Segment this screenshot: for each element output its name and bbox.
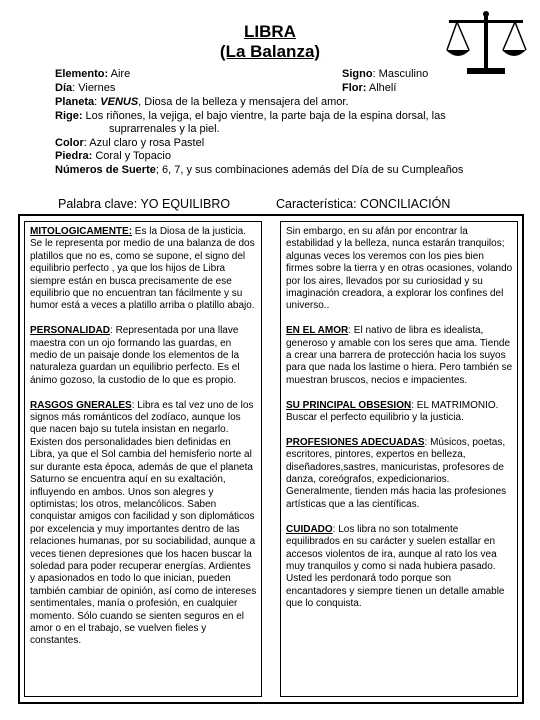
flor-label: Flor: [342, 82, 367, 94]
sign-info [55, 68, 525, 177]
right-column [280, 221, 518, 697]
personalidad-paragraph [30, 325, 257, 387]
piedra-line [55, 150, 525, 164]
amor-text: : El nativo de libra es idealista, generoso y amable con los seres que ama. Tiende a crear una barrera de protección hacia los suyos para que nada los lastime o hiera. Pero también se muestran bruscos, necios e impacientes. [286, 325, 513, 386]
profesiones-label: PROFESIONES ADECUADAS [286, 436, 425, 448]
planeta-sep: : [94, 96, 101, 108]
cuidado-paragraph [286, 524, 513, 611]
planeta-value: , Diosa de la belleza y mensajera del amor. [138, 96, 349, 108]
planeta-name: VENUS [100, 96, 139, 108]
mitologia-text: Es la Diosa de la justicia. Se le representa por medio de una balanza de dos platillos que no es, como se supone, el signo del equilibrio perfecto , ya que los hijos de Libra siempre están en busca precisamente de ese equilibrio que no encuentran tan fácilmente y su humor está a veces a platillo arriba o platillo abajo. [30, 226, 255, 312]
page-title [190, 22, 350, 62]
content-frame [18, 214, 524, 704]
info-row-dia [55, 82, 525, 96]
rige-line-2: suprarrenales y la piel. [109, 123, 220, 135]
signo-value: : Masculino [372, 68, 429, 80]
numeros-label: Números de Suerte [55, 163, 156, 176]
caracteristica: Característica: CONCILIACIÓN [276, 197, 451, 211]
title-subtitle: (La Balanza) [219, 42, 321, 61]
amor-paragraph [286, 325, 513, 387]
flor-value: Alhelí [366, 82, 397, 94]
elemento-label: Elemento: [55, 68, 109, 80]
rasgos-text: : Libra es tal vez uno de los signos más románticos del zodíaco, aunque los que nacen bajo su tutela insistan en negarlo. Existen dos personalidades bien definidas en Libra, ya que el Sol cambia del hemisferio norte al sur durante esta época, además de que el planeta Saturno se encuentra aquí en su exaltación, influyendo en ambos. Unos son alegres y optimistas; los otros, melancólicos. Saben conquistar amigos con facilidad y son diplomáticos por excelencia y muy importantes dentro de las relaciones humanas, por su sociabilidad, aunque a veces tienen depresiones que los hacen buscar la soledad para poder recuperar energías. Ardientes y apasionados en todo lo que inician, pueden también cambiar de opinión, así como de intereses sentimentales, manía o profesión, en cualquier momento. Sólo cuando se sienten seguros en el amor o en el trabajo, se vuelven fieles y constantes. [30, 399, 257, 647]
dia-value: : Viernes [72, 82, 116, 94]
obsesion-paragraph [286, 400, 513, 425]
color-label: Color [55, 136, 84, 149]
numeros-value: ; 6, 7, y sus combinaciones además del Día de su Cumpleaños [155, 163, 464, 176]
profesiones-text: : Músicos, poetas, escritores, pintores, expertos en belleza, diseñadores,sastres, manicuristas, profesores de danza, coreógrafos, expedicionarios. Generalmente, tienden más hacia las profesiones artísticas que a las científicas. [286, 436, 507, 510]
piedra-value: Coral y Topacio [92, 150, 171, 162]
mitologia-paragraph [30, 226, 257, 313]
obsesion-text: : EL MATRIMONIO. Buscar el perfecto equilibrio y la justicia. [286, 399, 499, 424]
rige-label: Rige: [55, 109, 83, 122]
cuidado-text: : Los libra no son totalmente equilibrados en su carácter y suelen estallar en accesos violentos de ira, aunque al rato los vea muy tranquilos y como si nada hubiera pasado. Usted les perdonará todo porque son encantadores y siempre tienen un detalle amable que lo conquista. [286, 523, 505, 610]
color-value: : Azul claro y rosa Pastel [83, 136, 205, 149]
cuidado-label: CUIDADO [286, 523, 333, 535]
rasgos-paragraph [30, 400, 257, 648]
info-row-elemento [55, 68, 525, 82]
profesiones-paragraph [286, 437, 513, 511]
amor-label: EN EL AMOR [286, 325, 349, 337]
mitologia-label: MITOLOGICAMENTE: [30, 226, 133, 237]
planeta-label: Planeta [55, 96, 95, 108]
left-column [24, 221, 262, 697]
color-line [55, 137, 525, 151]
numeros-line [55, 164, 525, 178]
title-sign: LIBRA [244, 22, 296, 41]
dia-label: Día [55, 82, 73, 94]
rasgos-label: RASGOS GNERALES [30, 399, 132, 411]
rige-line [55, 110, 525, 124]
palabra-clave: Palabra clave: YO EQUILIBRO [58, 197, 231, 211]
piedra-label: Piedra: [55, 150, 93, 162]
signo-label: Signo [342, 68, 373, 80]
obsesion-label: SU PRINCIPAL OBSESION [286, 399, 412, 411]
personalidad-text: : Representada por una llave maestra con un ojo formando las guardas, en medio de un paisaje donde los elementos de la naturaleza guardan un equilibrio perfecto. Es el ánimo gozoso, la custodio de lo que es propio. [30, 325, 240, 386]
rige-value: Los riñones, la vejiga, el bajo vientre, la parte baja de la espina dorsal, las [82, 109, 446, 122]
intro-paragraph: Sin embargo, en su afán por encontrar la estabilidad y la belleza, nunca estarán tranquilos; algunas veces los veremos con los pies bien firmes sobre la tierra y en otras ocasiones, volando por los aires, llevados por su curiosidad y su imaginación creadora, a explorar los confines del universo.. [286, 226, 513, 312]
planeta-line [55, 96, 525, 110]
elemento-value: Aire [108, 68, 131, 80]
personalidad-label: PERSONALIDAD [30, 325, 111, 337]
